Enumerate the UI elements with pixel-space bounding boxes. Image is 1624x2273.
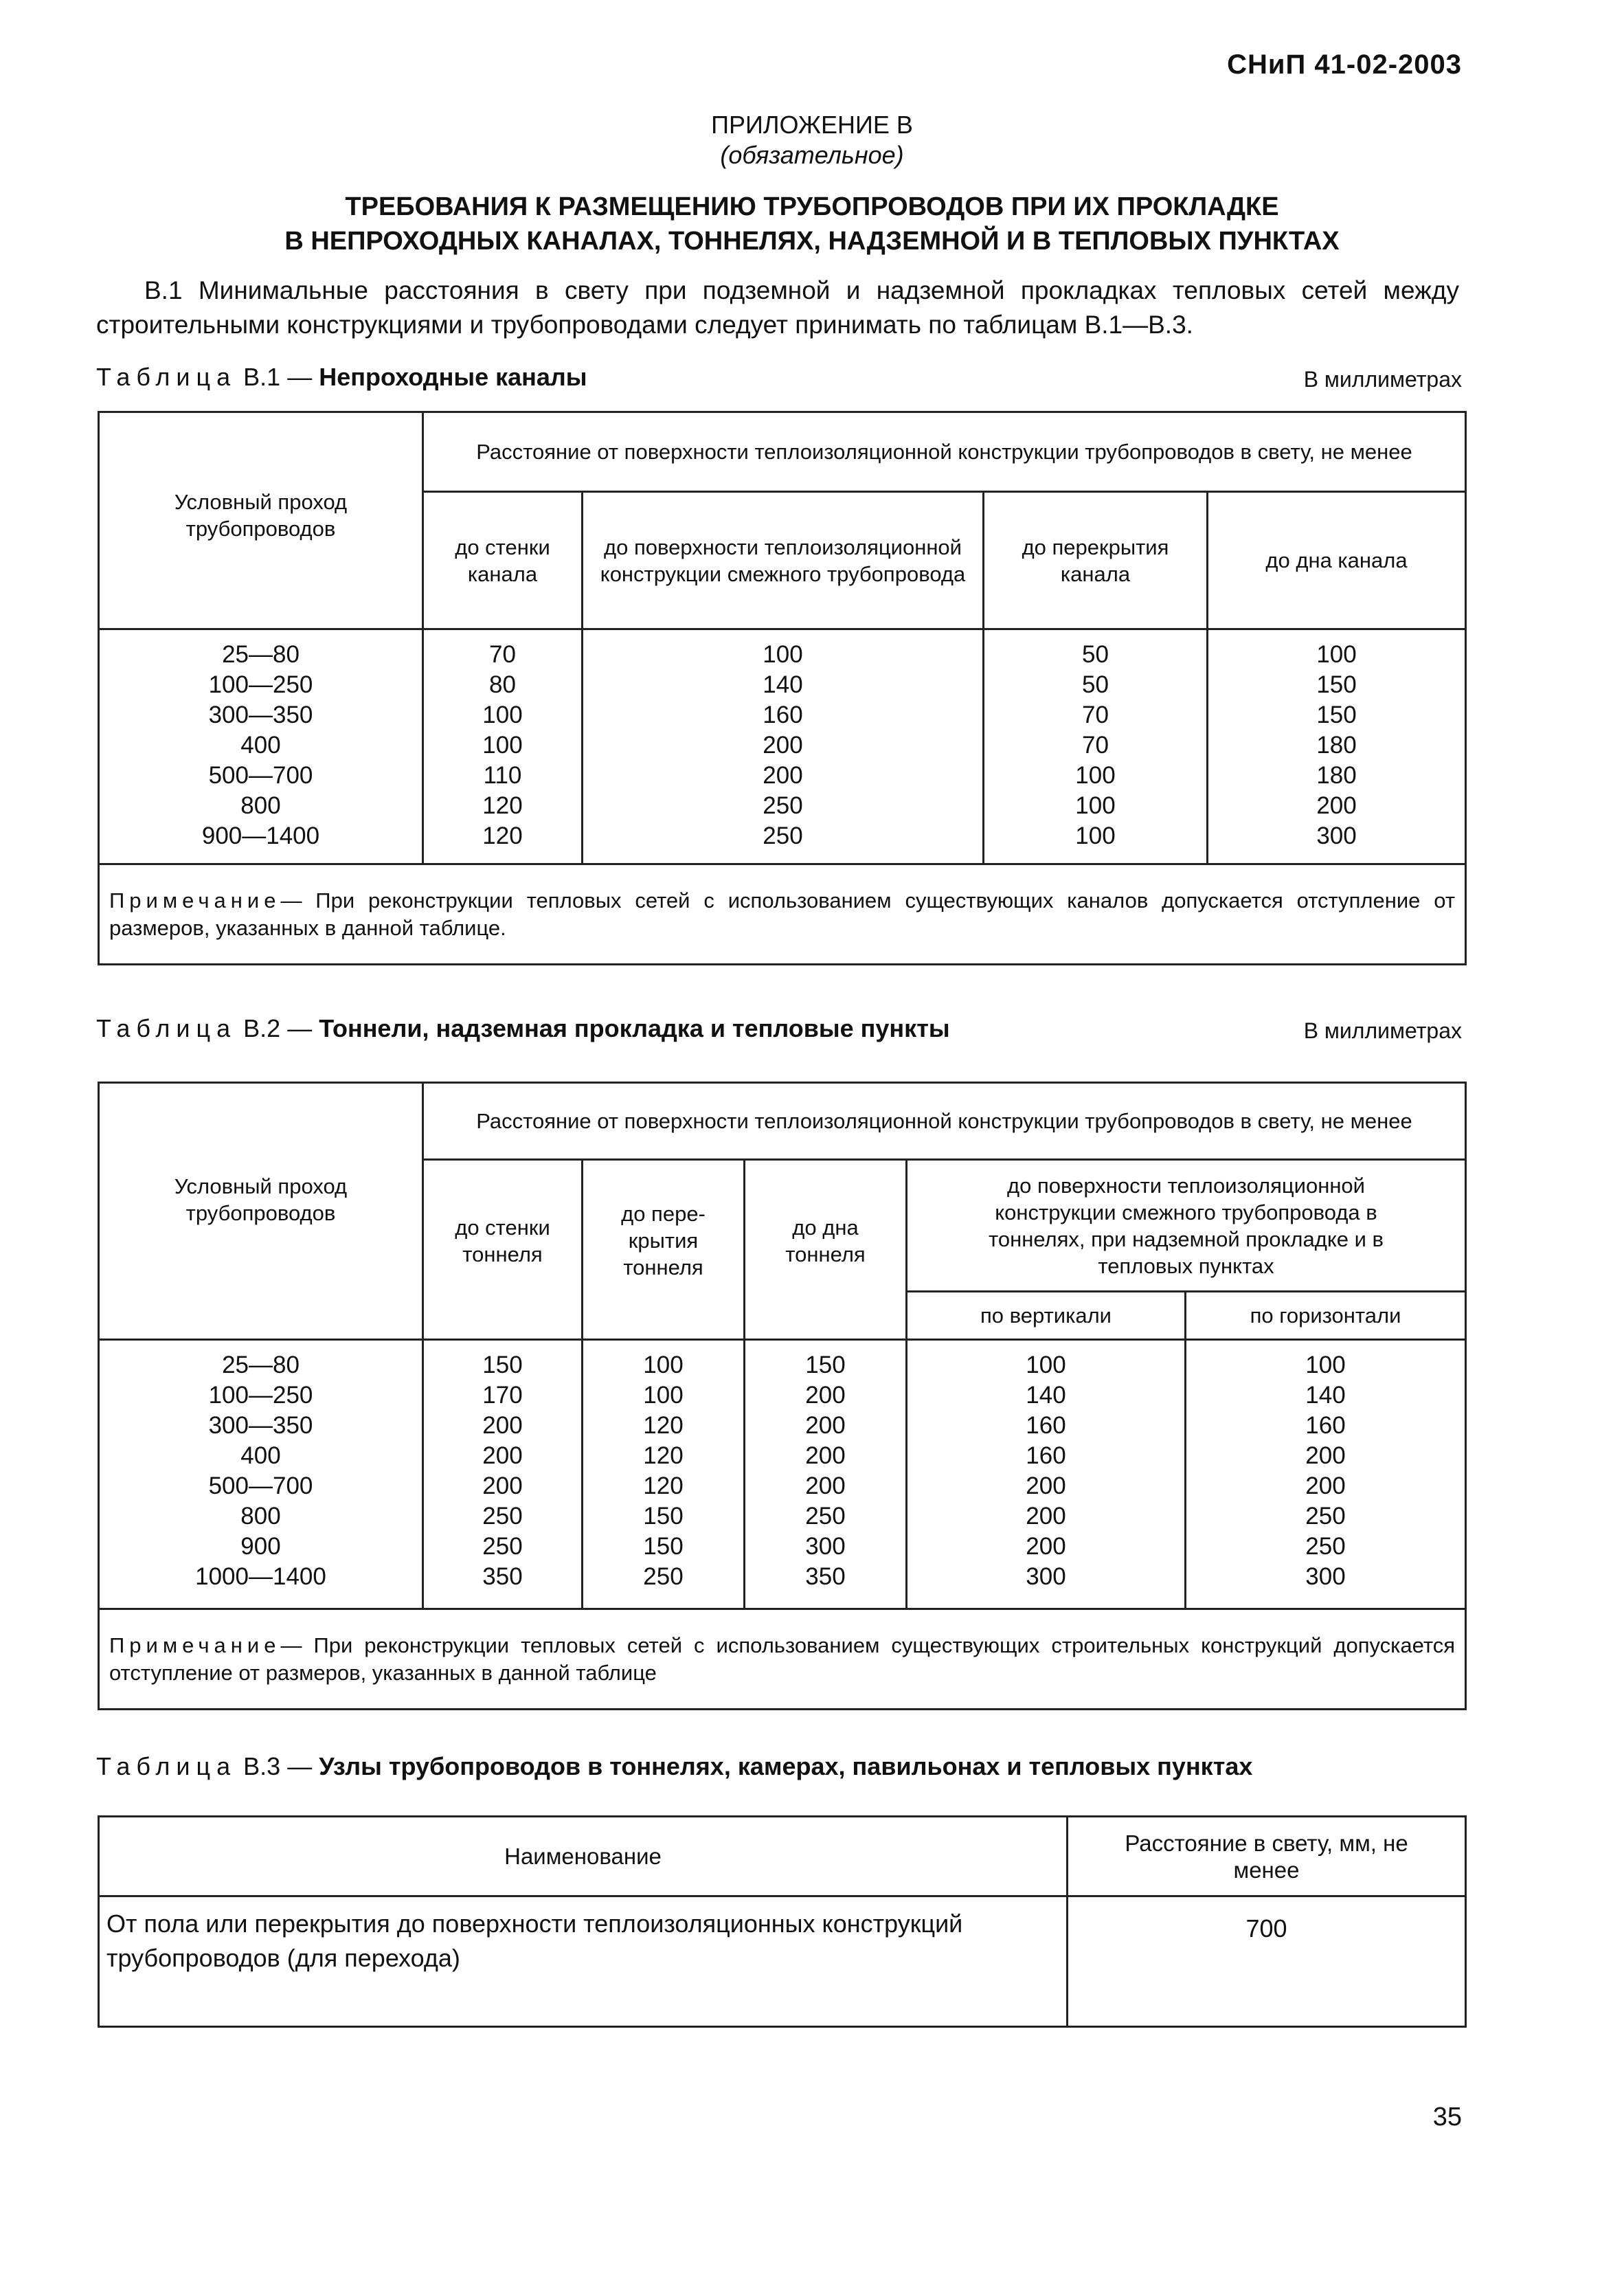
table3-caption-num: В.3 — bbox=[243, 1752, 313, 1780]
section-title-line2: В НЕПРОХОДНЫХ КАНАЛАХ, ТОННЕЛЯХ, НАДЗЕМНОЙ И В ТЕПЛОВЫХ ПУНКТАХ bbox=[284, 227, 1340, 256]
table1-caption-prefix: Таблица bbox=[96, 363, 237, 391]
table3-caption-prefix: Таблица bbox=[96, 1752, 237, 1780]
table2-col-bottom: до дна тоннеля bbox=[745, 1160, 907, 1340]
page-number: 35 bbox=[1432, 2103, 1462, 2131]
table1-wall-values: 70 80 100 100 110 120 120 bbox=[423, 629, 583, 864]
table1-note-label: Примечание bbox=[109, 888, 281, 912]
section-title-line1: ТРЕБОВАНИЯ К РАЗМЕЩЕНИЮ ТРУБОПРОВОДОВ ПРИ ИХ ПРОКЛАДКЕ bbox=[345, 192, 1279, 221]
table2-note-text: — При реконструкции тепловых сетей с использованием существующих строительных конструкций допускается отступление от размеров, указанных в данной таблице bbox=[109, 1633, 1456, 1685]
table2-caption-prefix: Таблица bbox=[96, 1014, 237, 1042]
table1-pass-values: 25—80 100—250 300—350 400 500—700 800 900—1400 bbox=[99, 629, 423, 864]
table3 bbox=[98, 1815, 1467, 2028]
table1-note bbox=[99, 864, 1466, 965]
table3-caption bbox=[96, 1752, 1252, 1781]
table3-col-name: Наименование bbox=[99, 1817, 1068, 1896]
table2-caption-num: В.2 — bbox=[243, 1014, 313, 1042]
table3-caption-title: Узлы трубопроводов в тоннелях, камерах, павильонах и тепловых пунктах bbox=[319, 1752, 1253, 1780]
table2-units: В миллиметрах bbox=[1303, 1018, 1462, 1043]
table1-caption bbox=[96, 363, 587, 392]
table2-caption-title: Тоннели, надземная прокладка и тепловые пункты bbox=[319, 1014, 950, 1042]
table2-wall-values: 150 170 200 200 200 250 250 350 bbox=[423, 1340, 583, 1609]
table3-col-distance: Расстояние в свету, мм, не менее bbox=[1068, 1817, 1466, 1896]
table2-pass-values: 25—80 100—250 300—350 400 500—700 800 900 1000—1400 bbox=[99, 1340, 423, 1609]
table2-bottom-values: 150 200 200 200 200 250 300 350 bbox=[745, 1340, 907, 1609]
table1-caption-num: В.1 — bbox=[243, 363, 313, 391]
table2 bbox=[98, 1082, 1467, 1710]
table1-col-adjacent: до поверхности теплоизоляционной конструкции смежного трубопровода bbox=[583, 492, 984, 629]
table1-col-wall: до стенки канала bbox=[423, 492, 583, 629]
intro-paragraph: В.1 Минимальные расстояния в свету при подземной и надземной прокладках тепловых сетей между строительными конструкциями и трубопроводами следует принимать по таблицам В.1—В.3. bbox=[96, 276, 1459, 339]
table1-head-pass: Условный проход трубопроводов bbox=[99, 412, 423, 629]
table2-adjacent-group: до поверхности теплоизоляционной конструкции смежного трубопровода в тоннелях, при надземной прокладке и в тепловых пунктах bbox=[907, 1160, 1466, 1292]
table1 bbox=[98, 411, 1467, 965]
table2-col-ceiling: до пере-крытия тоннеля bbox=[583, 1160, 745, 1340]
table3-row-value: 700 bbox=[1068, 1896, 1466, 2027]
table1-bottom-values: 100 150 150 180 180 200 300 bbox=[1208, 629, 1466, 864]
appendix-label: ПРИЛОЖЕНИЕ В bbox=[711, 111, 913, 139]
table2-head-pass: Условный проход трубопроводов bbox=[99, 1083, 423, 1340]
table1-note-text: — При реконструкции тепловых сетей с использованием существующих каналов допускается отступление от размеров, указанных в данной таблице. bbox=[109, 888, 1456, 940]
table1-units: В миллиметрах bbox=[1303, 367, 1462, 392]
table1-adjacent-values: 100 140 160 200 200 250 250 bbox=[583, 629, 984, 864]
table2-note-label: Примечание bbox=[109, 1633, 281, 1657]
appendix-status: (обязательное) bbox=[720, 141, 904, 169]
table2-ceiling-values: 100 100 120 120 120 150 150 250 bbox=[583, 1340, 745, 1609]
table2-horizontal-values: 100 140 160 200 200 250 250 300 bbox=[1186, 1340, 1466, 1609]
table1-col-bottom: до дна канала bbox=[1208, 492, 1466, 629]
table3-row-name: От пола или перекрытия до поверхности теплоизоляционных конструкций трубопроводов (для перехода) bbox=[99, 1896, 1068, 2027]
table1-head-group: Расстояние от поверхности теплоизоляционной конструкции трубопроводов в свету, не менее bbox=[423, 412, 1466, 492]
table2-caption bbox=[96, 1014, 950, 1043]
table2-col-horizontal: по горизонтали bbox=[1186, 1292, 1466, 1340]
table2-col-wall: до стенки тоннеля bbox=[423, 1160, 583, 1340]
table1-ceiling-values: 50 50 70 70 100 100 100 bbox=[984, 629, 1208, 864]
table2-head-group: Расстояние от поверхности теплоизоляционной конструкции трубопроводов в свету, не менее bbox=[423, 1083, 1466, 1160]
document-id: СНиП 41-02-2003 bbox=[1227, 49, 1462, 80]
table2-vertical-values: 100 140 160 160 200 200 200 300 bbox=[907, 1340, 1186, 1609]
table1-caption-title: Непроходные каналы bbox=[319, 363, 587, 391]
table2-note bbox=[99, 1609, 1466, 1710]
table1-col-ceiling: до перекрытия канала bbox=[984, 492, 1208, 629]
table2-col-vertical: по вертикали bbox=[907, 1292, 1186, 1340]
